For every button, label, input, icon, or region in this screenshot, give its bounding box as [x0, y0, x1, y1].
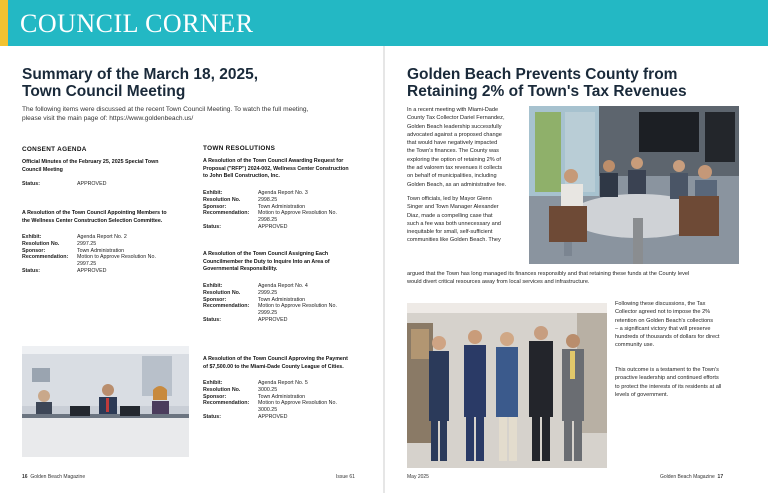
consent-item-2-title: A Resolution of the Town Council Appointing Members to the Wellness Center Construction Selection Committee.: [22, 210, 167, 224]
detail-value: 2998.25: [258, 196, 278, 203]
detail-key: Sponsor:: [22, 247, 46, 254]
text-line: to protect the interests of its residents at all: [615, 383, 722, 390]
text-line: Following these discussions, the Tax: [615, 301, 706, 307]
detail-value: 2997.25: [77, 240, 97, 247]
text-line: – a significant victory that will preserve: [615, 325, 711, 332]
right-paragraph-2-cont: argued that the Town has long managed its finances responsibly and that retaining these funds at the County level would divert critical resources away from local services and infrastructure.: [407, 271, 690, 286]
detail-key: Sponsor:: [203, 393, 227, 400]
text-line: Golden Beach, as an administrative fee.: [407, 181, 507, 188]
detail-key: Recommendation:: [203, 400, 250, 407]
detail-value: Agenda Report No. 5: [258, 380, 308, 386]
text-line: Singer and Town Manager Alexander: [407, 204, 499, 211]
detail-row: [203, 290, 368, 297]
detail-row: [203, 197, 368, 204]
detail-key: Resolution No.: [203, 386, 241, 393]
banner-accent: [0, 0, 8, 46]
resolution-2-title: A Resolution of the Town Council Assigning Each Councilmember the Duty to Inquire Into an Area of Governmental Responsibility.: [203, 251, 330, 272]
text-line: In a recent meeting with Miami-Dade: [407, 107, 499, 113]
right-paragraph-1: [407, 106, 525, 189]
text-line: retention on Golden Beach's collections: [615, 317, 714, 324]
detail-value: Motion to Approve Resolution No.: [77, 254, 156, 261]
detail-key: Status:: [22, 267, 40, 274]
detail-row: [22, 268, 192, 275]
detail-value: Motion to Approve Resolution No.: [258, 303, 337, 310]
detail-row: [203, 407, 368, 414]
text-line: Town officials, led by Mayor Glenn: [407, 196, 492, 202]
detail-row: [203, 224, 368, 231]
detail-key: Exhibit:: [203, 283, 223, 289]
detail-row: [22, 234, 192, 241]
detail-row: [203, 303, 368, 310]
text-line: community use.: [615, 342, 655, 349]
text-line: the ad valorem tax revenues it collects: [407, 165, 503, 172]
left-intro: The following items were discussed at the recent Town Council Meeting. To watch the full meeting, please visit the main page of: https://www.goldenbeach.us/: [22, 106, 309, 122]
detail-row: [203, 387, 368, 394]
text-line: County Tax Collector Dariel Fernandez,: [407, 115, 505, 122]
detail-value: 2998.25: [258, 217, 278, 224]
left-footer: 16 Golden Beach Magazine: [22, 474, 86, 480]
text-line: on behalf of municipalities, including: [407, 173, 497, 180]
text-line: hundreds of thousands of dollars for direct: [615, 334, 720, 341]
detail-value: Town Administration: [258, 296, 306, 303]
text-line: exploring the option of retaining 2% of: [407, 156, 501, 163]
detail-value: APPROVED: [258, 316, 288, 323]
detail-key: Status:: [203, 223, 221, 230]
detail-key: [203, 310, 258, 317]
resolution-1-details: [203, 190, 368, 231]
detail-value: Agenda Report No. 2: [77, 234, 127, 240]
detail-row: [203, 283, 368, 290]
detail-key: Status:: [203, 316, 221, 323]
detail-key: Resolution No.: [203, 196, 241, 203]
consent-agenda-heading: CONSENT AGENDA: [22, 146, 87, 153]
detail-key: [22, 261, 77, 268]
detail-key: Exhibit:: [203, 380, 223, 386]
right-footer: Golden Beach Magazine 17: [660, 474, 724, 480]
right-footer-date: May 2025: [407, 474, 429, 480]
detail-row: [203, 317, 368, 324]
text-line: communities like Golden Beach. They: [407, 237, 501, 244]
council-meeting-photo: [22, 346, 189, 457]
detail-value: Motion to Approve Resolution No.: [258, 210, 337, 217]
detail-value: APPROVED: [258, 223, 288, 230]
detail-key: Status:: [203, 413, 221, 420]
text-line: proactive leadership and continued efforts: [615, 375, 719, 382]
text-line: advocated against a proposed change: [407, 131, 502, 138]
detail-row: [203, 310, 368, 317]
detail-value: Agenda Report No. 3: [258, 190, 308, 196]
detail-key: Recommendation:: [203, 303, 250, 310]
text-line: levels of government.: [615, 391, 669, 398]
text-line: Diaz, made a compelling case that: [407, 212, 493, 219]
resolution-1-title: A Resolution of the Town Council Awarding Request for Proposal ("RFP") 2024-002, Wellness Center Construction to John Bell Construction, Inc.: [203, 158, 349, 179]
detail-value: Town Administration: [258, 203, 306, 210]
detail-row: [22, 241, 192, 248]
consent-item-1-status: Status: APPROVED: [22, 181, 107, 187]
detail-key: Resolution No.: [22, 240, 60, 247]
detail-row: [203, 204, 368, 211]
detail-row: [203, 400, 368, 407]
detail-value: APPROVED: [77, 267, 107, 274]
text-line: This outcome is a testament to the Town's: [615, 367, 719, 373]
resolution-3-title: A Resolution of the Town Council Approving the Payment of $7,500.00 to the Miami-Dade County League of Cities.: [203, 356, 348, 370]
detail-row: [203, 297, 368, 304]
consent-item-2-details: [22, 234, 192, 275]
resolution-3-details: [203, 380, 368, 421]
detail-key: Resolution No.: [203, 289, 241, 296]
detail-key: Recommendation:: [22, 254, 69, 261]
text-line: that would have negatively impacted: [407, 140, 498, 147]
resolution-2-details: [203, 283, 368, 324]
text-line: Collector agreed not to impose the 2%: [615, 309, 711, 316]
detail-value: Town Administration: [77, 247, 125, 254]
section-title: COUNCIL CORNER: [20, 9, 254, 38]
consent-item-1-title: Official Minutes of the February 25, 2025 Special Town Council Meeting: [22, 159, 159, 173]
right-paragraph-4: [615, 366, 755, 399]
detail-row: [203, 414, 368, 421]
detail-value: 3000.25: [258, 407, 278, 414]
left-footer-issue: Issue 61: [336, 474, 355, 480]
detail-value: APPROVED: [258, 413, 288, 420]
detail-row: [203, 394, 368, 401]
right-paragraph-3: [615, 300, 755, 350]
detail-key: Exhibit:: [203, 190, 223, 196]
left-article-title: Summary of the March 18, 2025, Town Council Meeting: [22, 66, 259, 100]
text-line: such a fee was both unnecessary and: [407, 220, 501, 227]
tax-collector-meeting-photo: [529, 106, 739, 264]
detail-key: Recommendation:: [203, 210, 250, 217]
detail-row: [203, 210, 368, 217]
detail-row: [203, 217, 368, 224]
detail-key: Sponsor:: [203, 296, 227, 303]
detail-row: [22, 261, 192, 268]
detail-value: 2999.25: [258, 310, 278, 317]
right-paragraph-2: [407, 195, 525, 245]
town-resolutions-heading: TOWN RESOLUTIONS: [203, 145, 276, 152]
text-line: the Town's finances. The County was: [407, 148, 499, 155]
detail-row: [203, 380, 368, 387]
detail-value: Motion to Approve Resolution No.: [258, 400, 337, 407]
detail-row: [22, 248, 192, 255]
detail-key: Exhibit:: [22, 234, 42, 240]
page-gutter: [383, 46, 385, 493]
detail-row: [22, 254, 192, 261]
text-line: Golden Beach leadership successfully: [407, 123, 502, 130]
right-article-title: Golden Beach Prevents County from Retaining 2% of Town's Tax Revenues: [407, 66, 687, 100]
text-line: inequitable for small, self-sufficient: [407, 229, 493, 236]
detail-value: 2997.25: [77, 261, 97, 268]
detail-value: 2999.25: [258, 289, 278, 296]
detail-value: Agenda Report No. 4: [258, 283, 308, 289]
detail-row: [203, 190, 368, 197]
detail-key: [203, 407, 258, 414]
detail-value: 3000.25: [258, 386, 278, 393]
officials-group-photo: [407, 303, 607, 468]
detail-key: [203, 217, 258, 224]
detail-value: Town Administration: [258, 393, 306, 400]
detail-key: Sponsor:: [203, 203, 227, 210]
